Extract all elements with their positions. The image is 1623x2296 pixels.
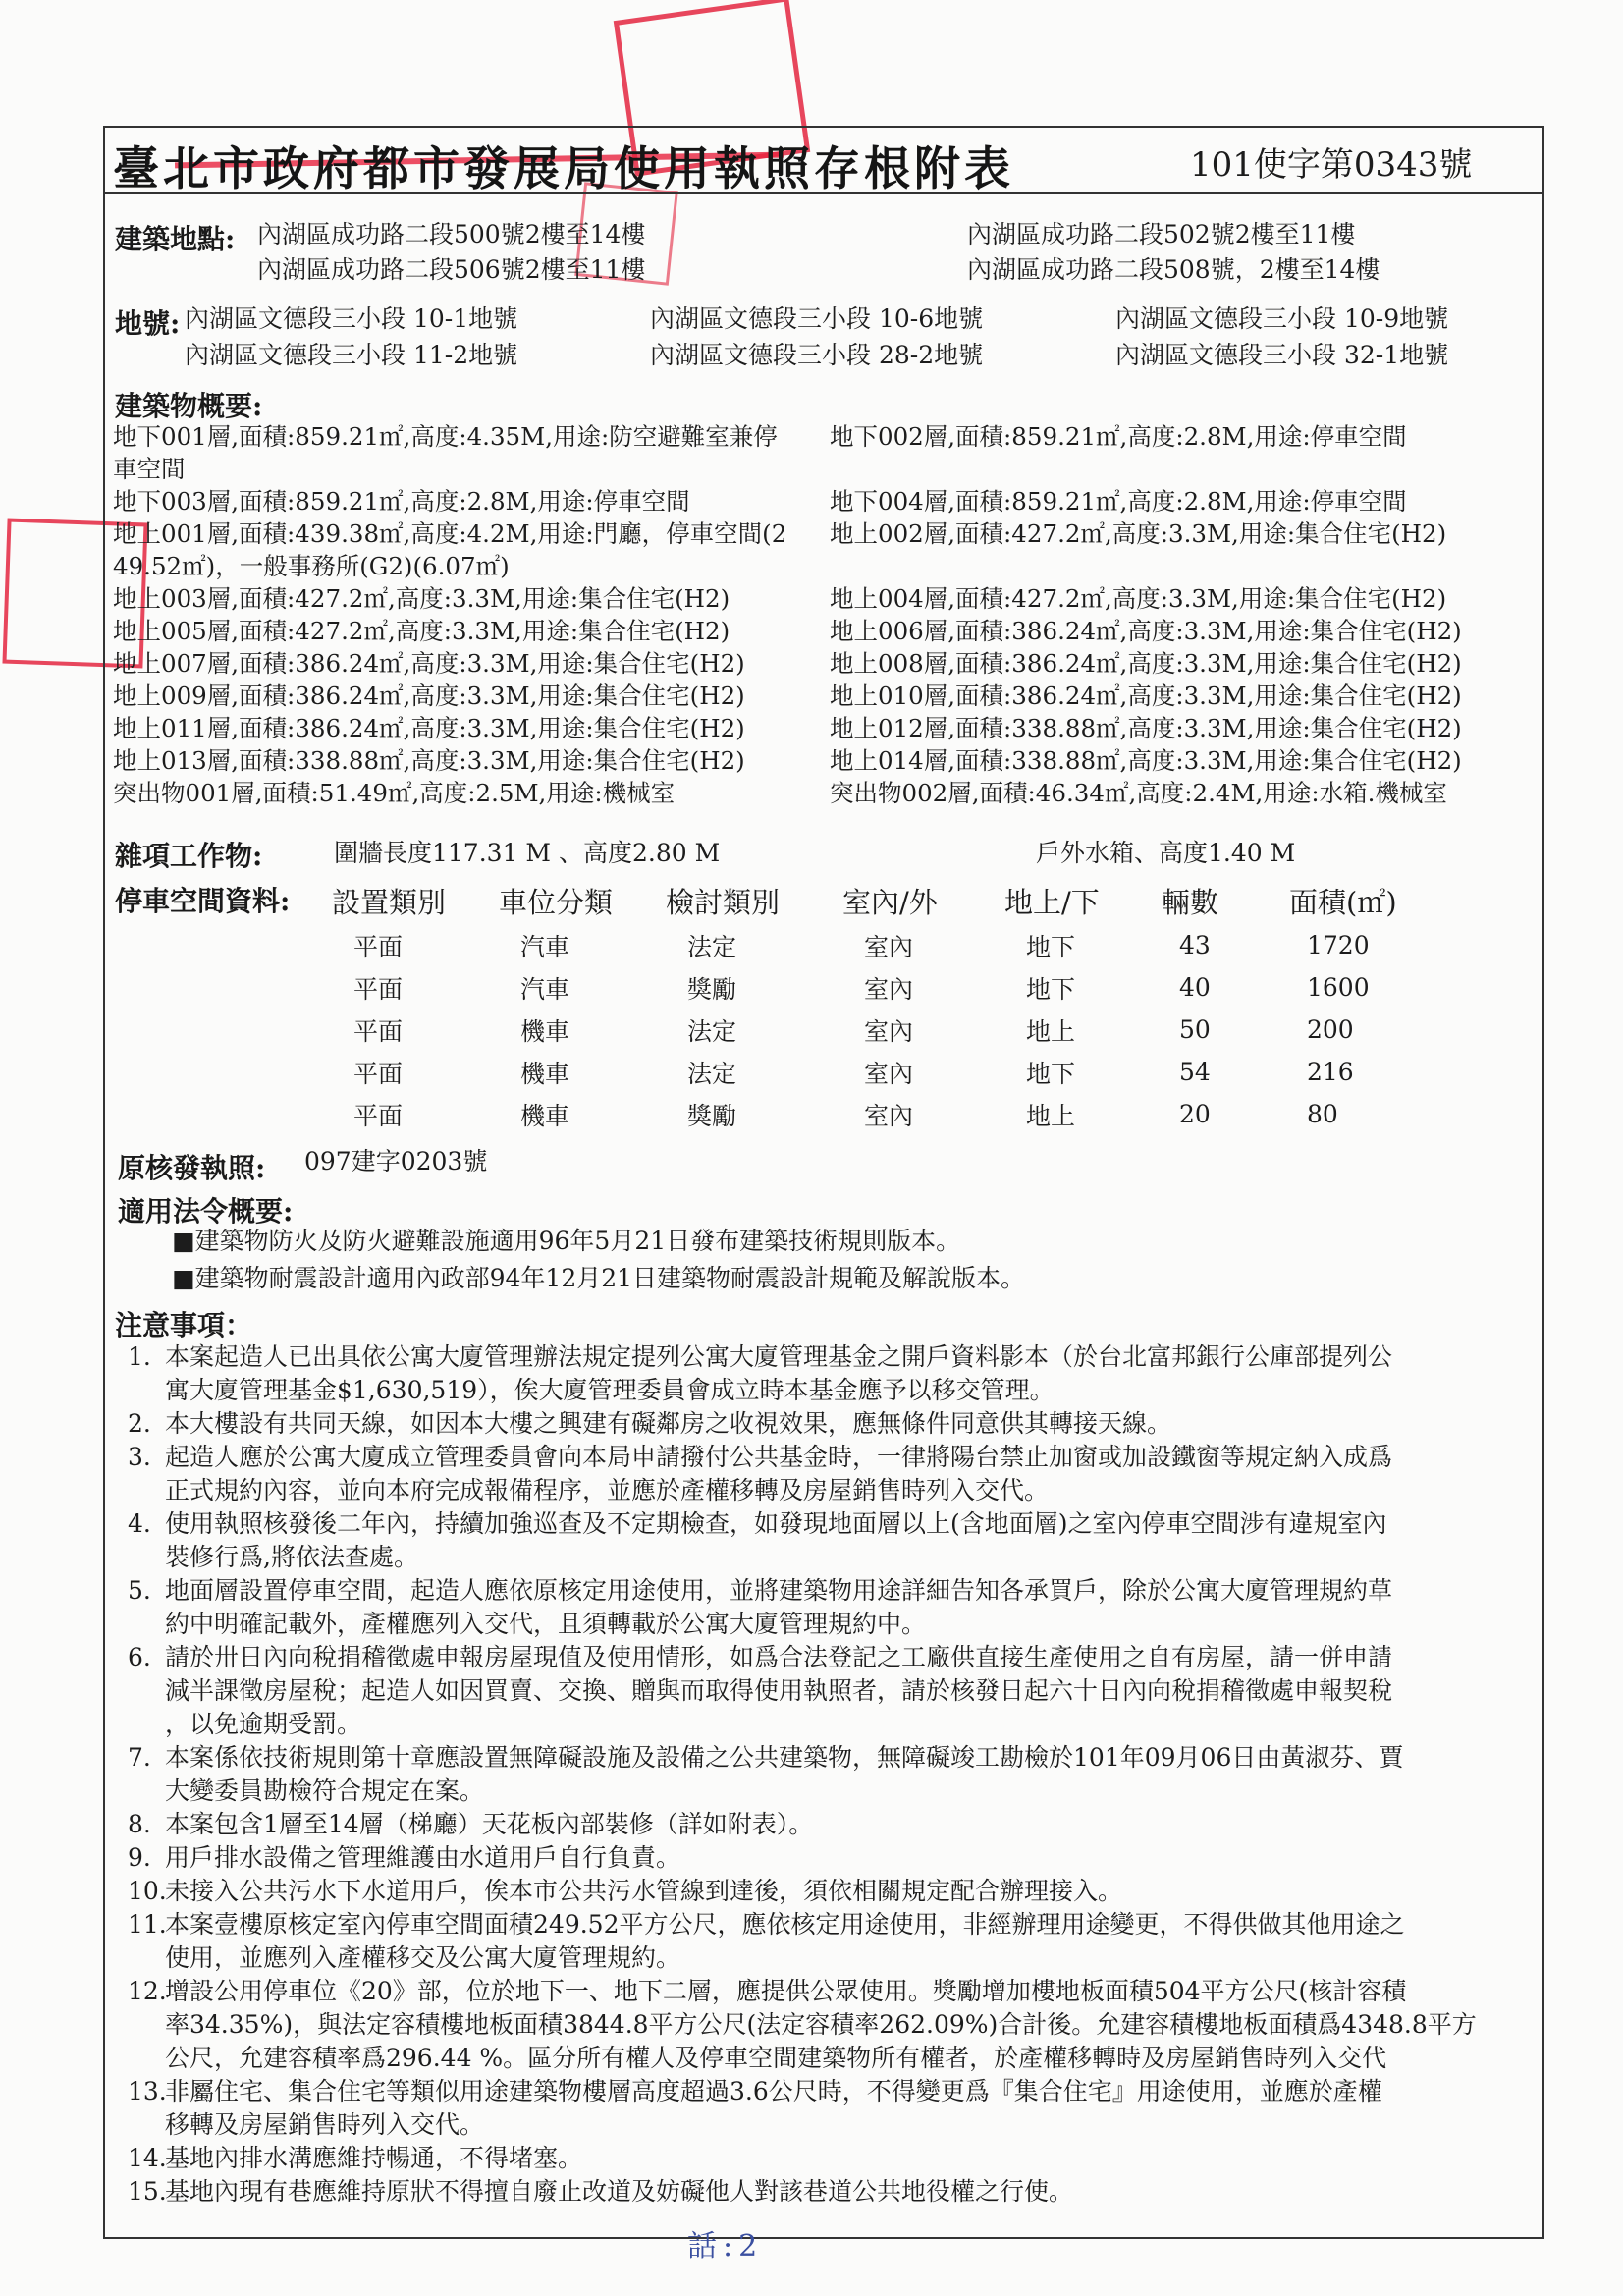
overview-row <box>113 420 1537 453</box>
note-text <box>165 1641 1542 1741</box>
note-number: 5. <box>128 1576 151 1605</box>
misc-item-water-tank: 戶外水箱、高度1.40 M <box>1036 839 1296 867</box>
note-item <box>128 1908 1542 1975</box>
overview-cell-right: 地上002層,面積:427.2㎡,高度:3.3M,用途:集合住宅(H2) <box>830 519 1447 548</box>
site-label: 建築地點: <box>115 223 236 255</box>
note-item <box>128 1741 1542 1808</box>
parking-cell: 室內 <box>864 1059 914 1088</box>
note-text <box>165 1908 1542 1975</box>
note-item <box>128 1975 1542 2075</box>
note-line: 正式規約內容，並向本府完成報備程序，並應於產權移轉及房屋銷售時列入交代。 <box>165 1476 1050 1504</box>
note-line: 裝修行爲,將依法查處。 <box>165 1543 418 1571</box>
note-item <box>128 1407 1542 1441</box>
overview-cell-right: 地上004層,面積:427.2㎡,高度:3.3M,用途:集合住宅(H2) <box>830 584 1447 613</box>
parking-cell: 機車 <box>520 1101 570 1130</box>
parking-header-cell: 輛數 <box>1162 885 1219 919</box>
overview-row <box>113 582 1537 615</box>
note-line: 約中明確記載外，產權應列入交代，且須轉載於公寓大廈管理規約中。 <box>165 1610 927 1638</box>
lot-item-1: 內湖區文德段三小段 10-1地號 <box>185 304 518 333</box>
note-line: 未接入公共污水下水道用戶，俟本市公共污水管線到達後，須依相關規定配合辦理接入。 <box>165 1877 1123 1905</box>
note-line: 基地內現有巷應維持原狀不得擅自廢止改道及妨礙他人對該巷道公共地役權之行使。 <box>165 2177 1074 2206</box>
overview-row <box>113 712 1537 744</box>
note-line: 基地內排水溝應維持暢通，不得堵塞。 <box>165 2144 583 2172</box>
note-number: 9. <box>128 1843 151 1872</box>
law-item-seismic: ■建築物耐震設計適用內政部94年12月21日建築物耐震設計規範及解說版本。 <box>172 1264 1026 1292</box>
parking-cell: 216 <box>1307 1058 1354 1086</box>
note-number: 13. <box>128 2077 167 2105</box>
original-permit-value: 097建字0203號 <box>304 1147 488 1175</box>
parking-cell: 地上 <box>1026 1101 1076 1130</box>
note-line: 增設公用停車位《20》部，位於地下一、地下二層，應提供公眾使用。獎勵增加樓地板面積504平方公尺(核計容積 <box>165 1977 1407 2005</box>
overview-cell-left: 突出物001層,面積:51.49㎡,高度:2.5M,用途:機械室 <box>113 779 676 807</box>
overview-cell-left: 地上003層,面積:427.2㎡,高度:3.3M,用途:集合住宅(H2) <box>113 584 730 613</box>
overview-cell-left: 地上007層,面積:386.24㎡,高度:3.3M,用途:集合住宅(H2) <box>113 649 745 678</box>
lots-label: 地號: <box>115 307 181 340</box>
note-text <box>165 1741 1542 1808</box>
note-line: 大變委員勘檢符合規定在案。 <box>165 1777 485 1805</box>
notes-list <box>128 1340 1542 2209</box>
note-text <box>165 1507 1542 1574</box>
parking-cell: 平面 <box>353 932 404 961</box>
note-item <box>128 2142 1542 2175</box>
parking-cell: 室內 <box>864 932 914 961</box>
parking-table-header <box>332 877 1407 924</box>
note-number: 11. <box>128 1910 167 1939</box>
overview-row <box>113 485 1537 518</box>
note-line: 本案係依技術規則第十章應設置無障礙設施及設備之公共建築物，無障礙竣工勘檢於101年09月06日由黃淑芬、賈 <box>165 1743 1404 1772</box>
parking-cell: 平面 <box>353 1059 404 1088</box>
note-line: 起造人應於公寓大廈成立管理委員會向本局申請撥付公共基金時，一律將陽台禁止加窗或加設鐵窗等規定納入成爲 <box>165 1443 1393 1471</box>
lot-item-2: 內湖區文德段三小段 10-6地號 <box>650 304 984 333</box>
overview-row <box>113 550 1537 582</box>
note-line: 本案壹樓原核定室內停車空間面積249.52平方公尺，應依核定用途使用，非經辦理用途變更，不得供做其他用途之 <box>165 1910 1405 1939</box>
note-number: 1. <box>128 1342 151 1371</box>
parking-cell: 地上 <box>1026 1016 1076 1046</box>
lot-item-5: 內湖區文德段三小段 28-2地號 <box>650 341 984 369</box>
note-text <box>165 1340 1542 1407</box>
parking-cell: 法定 <box>687 1016 737 1046</box>
parking-cell: 20 <box>1179 1100 1211 1128</box>
misc-item-fence: 圍牆長度117.31 M 、高度2.80 M <box>334 839 721 867</box>
note-item <box>128 1875 1542 1908</box>
overview-cell-left: 地上011層,面積:386.24㎡,高度:3.3M,用途:集合住宅(H2) <box>113 714 745 742</box>
overview-row <box>113 777 1537 809</box>
note-line: 本案包含1層至14層（梯廳）天花板內部裝修（詳如附表）。 <box>165 1810 814 1838</box>
note-line: 用戶排水設備之管理維護由水道用戶自行負責。 <box>165 1843 681 1872</box>
parking-cell: 地下 <box>1026 1059 1076 1088</box>
overview-row <box>113 453 1537 485</box>
parking-cell: 平面 <box>353 1101 404 1130</box>
note-text <box>165 2075 1542 2142</box>
original-permit-label: 原核發執照: <box>118 1152 266 1184</box>
parking-row <box>332 1051 1407 1093</box>
overview-cell-right: 地下004層,面積:859.21㎡,高度:2.8M,用途:停車空間 <box>830 487 1407 516</box>
parking-row <box>332 1009 1407 1051</box>
document-number: 101使字第0343號 <box>1190 145 1473 185</box>
note-line: 率34.35%)，與法定容積樓地板面積3844.8平方公尺(法定容積率262.09%)合計後。允建容積樓地板面積爲4348.8平方 <box>165 2010 1477 2039</box>
parking-header-cell: 面積(㎡) <box>1289 885 1397 919</box>
note-line: 寓大廈管理基金$1,630,519），俟大廈管理委員會成立時本基金應予以移交管理。 <box>165 1376 1055 1404</box>
parking-header-cell: 室內/外 <box>842 885 938 919</box>
site-address-1: 內湖區成功路二段500號2樓至14樓 <box>257 220 646 248</box>
footer-phone-fragment: 話:2 <box>687 2229 764 2264</box>
note-number: 14. <box>128 2144 167 2172</box>
parking-header-cell: 地上/下 <box>1004 885 1100 919</box>
overview-row <box>113 744 1537 777</box>
overview-cell-right: 地上012層,面積:338.88㎡,高度:3.3M,用途:集合住宅(H2) <box>830 714 1462 742</box>
parking-cell: 獎勵 <box>687 1101 737 1130</box>
note-text <box>165 1841 1542 1875</box>
overview-cell-left: 車空間 <box>113 455 186 483</box>
title-divider <box>103 192 1544 194</box>
overview-row <box>113 680 1537 712</box>
note-text <box>165 2142 1542 2175</box>
parking-cell: 50 <box>1179 1015 1211 1044</box>
parking-cell: 80 <box>1307 1100 1338 1128</box>
parking-cell: 地下 <box>1026 974 1076 1004</box>
note-line: 移轉及房屋銷售時列入交代。 <box>165 2110 485 2139</box>
lot-item-6: 內湖區文德段三小段 32-1地號 <box>1115 341 1449 369</box>
overview-cell-right: 地上014層,面積:338.88㎡,高度:3.3M,用途:集合住宅(H2) <box>830 746 1462 775</box>
overview-cell-right: 地上008層,面積:386.24㎡,高度:3.3M,用途:集合住宅(H2) <box>830 649 1462 678</box>
note-item <box>128 1641 1542 1741</box>
overview-cell-left: 地上005層,面積:427.2㎡,高度:3.3M,用途:集合住宅(H2) <box>113 617 730 645</box>
note-item <box>128 1574 1542 1641</box>
notes-label: 注意事項： <box>115 1309 253 1341</box>
overview-cell-left: 地下001層,面積:859.21㎡,高度:4.35M,用途:防空避難室兼停 <box>113 422 778 451</box>
overview-cell-right <box>830 453 1537 485</box>
overview-cell-left: 地下003層,面積:859.21㎡,高度:2.8M,用途:停車空間 <box>113 487 690 516</box>
parking-cell: 地下 <box>1026 932 1076 961</box>
note-number: 12. <box>128 1977 167 2005</box>
note-line: ，以免逾期受罰。 <box>165 1710 362 1738</box>
note-line: 本案起造人已出具依公寓大廈管理辦法規定提列公寓大廈管理基金之開戶資料影本（於台北富邦銀行公庫部提列公 <box>165 1342 1393 1371</box>
overview-cell-left: 地上013層,面積:338.88㎡,高度:3.3M,用途:集合住宅(H2) <box>113 746 745 775</box>
parking-cell: 法定 <box>687 932 737 961</box>
note-line: 非屬住宅、集合住宅等類似用途建築物樓層高度超過3.6公尺時，不得變更爲『集合住宅』用途使用，並應於產權 <box>165 2077 1382 2105</box>
parking-cell: 54 <box>1179 1058 1211 1086</box>
parking-table <box>332 877 1407 1135</box>
note-item <box>128 2075 1542 2142</box>
parking-cell: 室內 <box>864 1101 914 1130</box>
note-text <box>165 1975 1542 2075</box>
parking-cell: 汽車 <box>520 932 570 961</box>
note-number: 7. <box>128 1743 151 1772</box>
overview-row <box>113 518 1537 550</box>
site-address-4: 內湖區成功路二段508號，2樓至14樓 <box>967 255 1380 284</box>
note-text <box>165 2175 1542 2209</box>
note-item <box>128 1841 1542 1875</box>
parking-cell: 機車 <box>520 1059 570 1088</box>
note-item <box>128 1340 1542 1407</box>
lot-item-4: 內湖區文德段三小段 11-2地號 <box>185 341 518 369</box>
note-line: 公尺，允建容積率爲296.44 %。區分所有權人及停車空間建築物所有權者，於產權移轉時及房屋銷售時列入交代 <box>165 2044 1387 2072</box>
note-item <box>128 1441 1542 1507</box>
parking-row <box>332 966 1407 1009</box>
note-line: 本大樓設有共同天線，如因本大樓之興建有礙鄰房之收視效果，應無條件同意供其轉接天線。 <box>165 1409 1172 1438</box>
lot-item-3: 內湖區文德段三小段 10-9地號 <box>1115 304 1449 333</box>
parking-cell: 平面 <box>353 974 404 1004</box>
overview-cell-left: 地上009層,面積:386.24㎡,高度:3.3M,用途:集合住宅(H2) <box>113 682 745 710</box>
parking-header-cell: 車位分類 <box>499 885 614 919</box>
note-number: 8. <box>128 1810 151 1838</box>
site-address-2: 內湖區成功路二段502號2樓至11樓 <box>967 220 1356 248</box>
overview-row <box>113 615 1537 647</box>
note-text <box>165 1574 1542 1641</box>
parking-cell: 1600 <box>1307 973 1370 1002</box>
parking-cell: 獎勵 <box>687 974 737 1004</box>
note-number: 15. <box>128 2177 167 2206</box>
parking-cell: 室內 <box>864 1016 914 1046</box>
parking-cell: 機車 <box>520 1016 570 1046</box>
note-number: 6. <box>128 1643 151 1671</box>
overview-cell-left: 49.52㎡)，一般事務所(G2)(6.07㎡) <box>113 552 510 580</box>
document-title: 臺北市政府都市發展局使用執照存根附表 <box>113 142 1014 196</box>
note-line: 減半課徵房屋稅；起造人如因買賣、交換、贈與而取得使用執照者，請於核發日起六十日內向稅捐稽徵處申報契稅 <box>165 1676 1393 1705</box>
overview-floor-list <box>113 420 1537 809</box>
note-text <box>165 1808 1542 1841</box>
note-number: 4. <box>128 1509 151 1538</box>
note-line: 請於卅日內向稅捐稽徵處申報房屋現值及使用情形，如爲合法登記之工廠供直接生產使用之自有房屋，請一併申請 <box>165 1643 1393 1671</box>
note-number: 2. <box>128 1409 151 1438</box>
note-line: 使用，並應列入產權移交及公寓大廈管理規約。 <box>165 1943 681 1972</box>
overview-cell-right <box>830 550 1537 582</box>
note-item <box>128 1507 1542 1574</box>
overview-row <box>113 647 1537 680</box>
note-text <box>165 1441 1542 1507</box>
parking-row <box>332 1093 1407 1135</box>
note-number: 10. <box>128 1877 167 1905</box>
parking-row <box>332 924 1407 966</box>
parking-cell: 40 <box>1179 973 1211 1002</box>
parking-cell: 200 <box>1307 1015 1354 1044</box>
note-line: 地面層設置停車空間，起造人應依原核定用途使用，並將建築物用途詳細告知各承買戶，除於公寓大廈管理規約草 <box>165 1576 1393 1605</box>
parking-cell: 平面 <box>353 1016 404 1046</box>
site-address-3: 內湖區成功路二段506號2樓至11樓 <box>257 255 646 284</box>
parking-label: 停車空間資料: <box>115 885 291 917</box>
parking-cell: 法定 <box>687 1059 737 1088</box>
parking-cell: 1720 <box>1307 931 1370 959</box>
overview-label: 建築物概要: <box>115 390 263 422</box>
laws-label: 適用法令概要: <box>118 1195 294 1228</box>
overview-cell-right: 突出物002層,面積:46.34㎡,高度:2.4M,用途:水箱.機械室 <box>830 779 1447 807</box>
overview-cell-left: 地上001層,面積:439.38㎡,高度:4.2M,用途:門廳，停車空間(2 <box>113 519 787 548</box>
misc-label: 雜項工作物: <box>115 840 263 872</box>
note-text <box>165 1875 1542 1908</box>
note-item <box>128 1808 1542 1841</box>
overview-cell-right: 地上010層,面積:386.24㎡,高度:3.3M,用途:集合住宅(H2) <box>830 682 1462 710</box>
overview-cell-right: 地下002層,面積:859.21㎡,高度:2.8M,用途:停車空間 <box>830 422 1407 451</box>
note-item <box>128 2175 1542 2209</box>
parking-cell: 汽車 <box>520 974 570 1004</box>
parking-header-cell: 設置類別 <box>332 885 447 919</box>
parking-cell: 43 <box>1179 931 1211 959</box>
parking-cell: 室內 <box>864 974 914 1004</box>
note-line: 使用執照核發後二年內，持續加強巡查及不定期檢查，如發現地面層以上(含地面層)之室內停車空間涉有違規室內 <box>165 1509 1387 1538</box>
overview-cell-right: 地上006層,面積:386.24㎡,高度:3.3M,用途:集合住宅(H2) <box>830 617 1462 645</box>
law-item-fire: ■建築物防火及防火避難設施適用96年5月21日發布建築技術規則版本。 <box>172 1227 961 1255</box>
note-number: 3. <box>128 1443 151 1471</box>
parking-header-cell: 檢討類別 <box>666 885 781 919</box>
note-text <box>165 1407 1542 1441</box>
